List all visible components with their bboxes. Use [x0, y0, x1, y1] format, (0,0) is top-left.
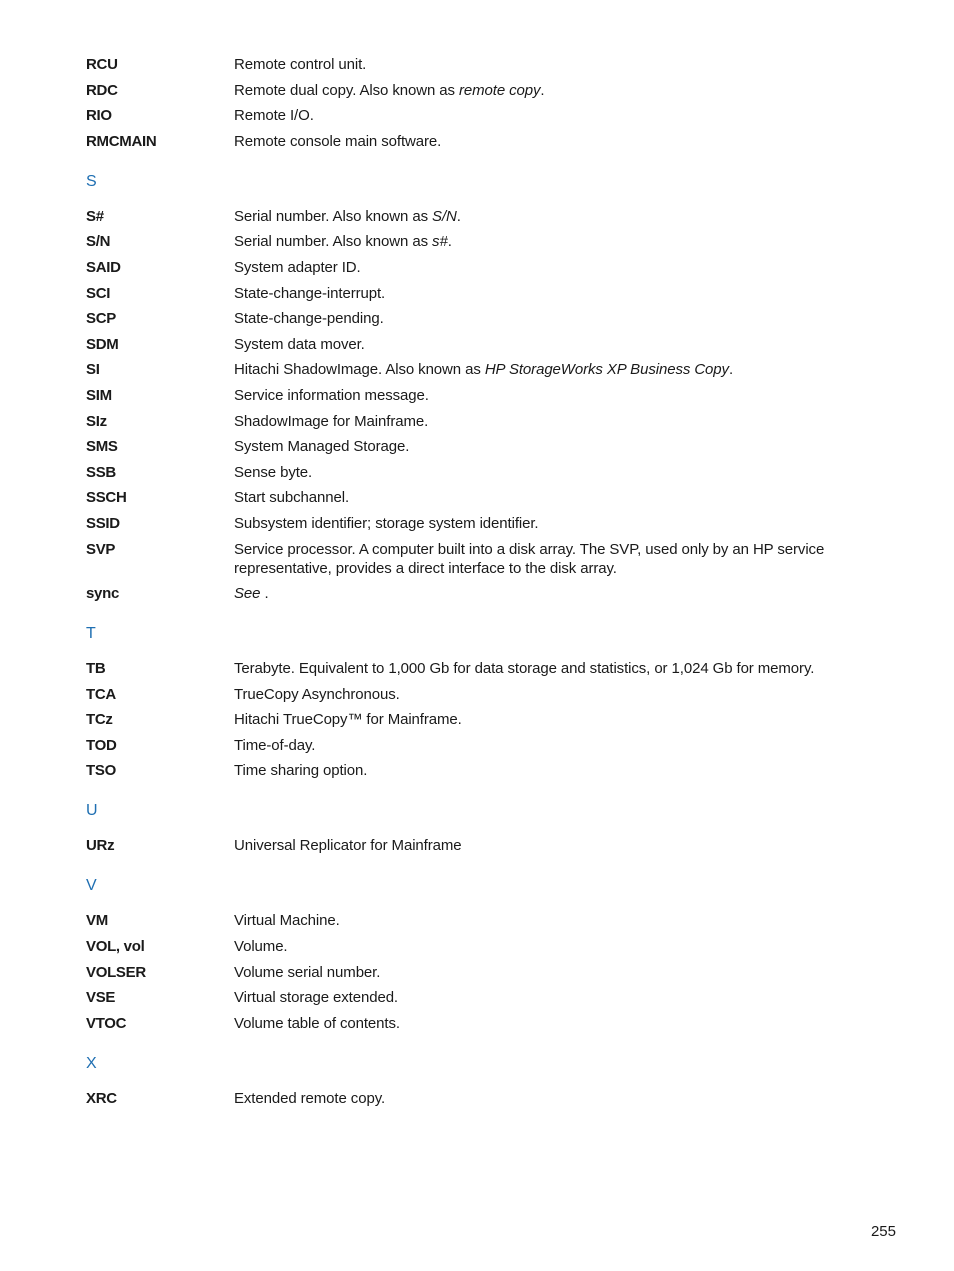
glossary-entry	[86, 258, 866, 277]
page-number: 255	[870, 1223, 896, 1240]
glossary-entry	[86, 232, 866, 251]
definition-text: TrueCopy Asynchronous.	[234, 685, 400, 703]
glossary-definition	[234, 584, 866, 603]
definition-text: Virtual storage extended.	[234, 989, 399, 1007]
definition-text: Subsystem identifier; storage system identifier.	[234, 514, 539, 532]
definition-text: State-change-interrupt.	[234, 284, 386, 302]
glossary-definition	[234, 911, 866, 930]
glossary-definition	[234, 685, 866, 704]
glossary-term: VTOC	[86, 1014, 127, 1032]
glossary-term: VM	[86, 912, 108, 930]
glossary-term: VOL, vol	[86, 938, 145, 956]
glossary-entry	[86, 412, 866, 431]
definition-text: System adapter ID.	[234, 258, 361, 276]
definition-text: Time-of-day.	[234, 736, 316, 754]
glossary-term: SIM	[86, 386, 112, 404]
definition-text: Terabyte. Equivalent to 1,000 Gb for data storage and statistics, or 1,024 Gb for memory.	[234, 660, 815, 678]
glossary-entry	[86, 1014, 866, 1033]
glossary-definition	[234, 1014, 866, 1033]
glossary-term: sync	[86, 585, 119, 603]
definition-text: .	[540, 81, 545, 99]
glossary-group	[86, 802, 866, 855]
definition-text: .	[728, 361, 734, 379]
definition-text: Volume table of contents.	[234, 1014, 400, 1032]
glossary-entry	[86, 963, 866, 982]
glossary-entry	[86, 335, 866, 354]
glossary-term: SSID	[86, 514, 120, 532]
definition-text: Hitachi ShadowImage. Also known as	[234, 361, 485, 379]
definition-text: Sense byte.	[234, 463, 313, 481]
glossary-term: VSE	[86, 989, 116, 1007]
glossary-entry	[86, 488, 866, 507]
glossary-entry	[86, 540, 866, 578]
definition-text: Service processor. A computer built into a disk array. The SVP, used only by an HP service representative, provides a direct interface to the disk array.	[234, 540, 825, 577]
glossary-group	[86, 55, 866, 151]
definition-text: Start subchannel.	[234, 489, 350, 507]
section-letter-heading: T	[86, 625, 96, 643]
section-letter-heading: X	[86, 1054, 97, 1072]
glossary-term: SCI	[86, 284, 111, 302]
definition-text: Hitachi TrueCopy™ for Mainframe.	[234, 711, 462, 729]
glossary-entry	[86, 761, 866, 780]
glossary-definition	[234, 463, 866, 482]
glossary-definition	[234, 1089, 866, 1108]
definition-text: Volume serial number.	[234, 963, 381, 981]
definition-text: System data mover.	[234, 335, 365, 353]
glossary-entry	[86, 437, 866, 456]
glossary-entry	[86, 937, 866, 956]
glossary-term: SI	[86, 361, 100, 379]
definition-text: .	[260, 585, 269, 603]
glossary-definition	[234, 710, 866, 729]
glossary-entry	[86, 386, 866, 405]
definition-text: State-change-pending.	[234, 310, 384, 328]
glossary-term: S#	[86, 207, 104, 225]
glossary-entry	[86, 584, 866, 603]
glossary-entry	[86, 360, 866, 379]
definition-emphasis: HP StorageWorks XP Business Copy	[484, 361, 729, 379]
glossary-term: SVP	[86, 540, 116, 558]
glossary-definition	[234, 258, 866, 277]
glossary-entry	[86, 463, 866, 482]
glossary-term: VOLSER	[86, 963, 146, 981]
glossary-definition	[234, 736, 866, 755]
glossary-definition	[234, 514, 866, 533]
glossary-definition	[234, 207, 866, 226]
glossary-term: SIz	[86, 412, 107, 430]
glossary-entry	[86, 81, 866, 100]
glossary-term: SCP	[86, 310, 116, 328]
definition-emphasis: S/N	[432, 207, 457, 225]
glossary-term: RCU	[86, 56, 118, 73]
definition-text: System Managed Storage.	[234, 438, 410, 456]
glossary-entry	[86, 514, 866, 533]
glossary-term: URz	[86, 837, 115, 855]
definition-emphasis: See	[234, 585, 261, 603]
glossary-term: SDM	[86, 335, 119, 353]
glossary-entry	[86, 106, 866, 125]
glossary-term: SAID	[86, 258, 121, 276]
definition-text: Remote I/O.	[234, 107, 314, 125]
glossary-definition	[234, 488, 866, 507]
glossary-term: SMS	[86, 438, 118, 456]
definition-text: Remote dual copy. Also known as	[234, 81, 459, 99]
section-letter-heading: U	[86, 802, 98, 820]
glossary-definition	[234, 659, 866, 678]
glossary-list	[86, 55, 866, 1114]
definition-text: Time sharing option.	[234, 762, 368, 780]
glossary-entry	[86, 659, 866, 678]
glossary-term: SSCH	[86, 489, 127, 507]
definition-text: .	[447, 233, 452, 251]
glossary-definition	[234, 836, 866, 855]
glossary-group	[86, 625, 866, 780]
glossary-term: SSB	[86, 463, 116, 481]
definition-emphasis: s#	[432, 233, 448, 251]
glossary-definition	[234, 386, 866, 405]
glossary-group	[86, 173, 866, 603]
glossary-definition	[234, 761, 866, 780]
glossary-definition	[234, 988, 866, 1007]
definition-text: Service information message.	[234, 386, 429, 404]
glossary-entry	[86, 911, 866, 930]
glossary-term: S/N	[86, 233, 111, 251]
glossary-term: TSO	[86, 762, 116, 780]
glossary-definition	[234, 132, 866, 151]
glossary-entry	[86, 836, 866, 855]
definition-text: .	[456, 207, 461, 225]
glossary-definition	[234, 81, 866, 100]
section-letter-heading: V	[86, 877, 97, 895]
glossary-definition	[234, 412, 866, 431]
glossary-definition	[234, 309, 866, 328]
glossary-term: RMCMAIN	[86, 132, 157, 150]
glossary-definition	[234, 937, 866, 956]
glossary-term: TCz	[86, 711, 113, 729]
glossary-term: TB	[86, 660, 106, 678]
glossary-entry	[86, 988, 866, 1007]
definition-text: ShadowImage for Mainframe.	[234, 412, 429, 430]
glossary-definition	[234, 360, 866, 379]
glossary-term: TOD	[86, 736, 117, 754]
definition-text: Virtual Machine.	[234, 912, 340, 930]
glossary-entry	[86, 132, 866, 151]
definition-text: Remote console main software.	[234, 132, 442, 150]
glossary-term: RIO	[86, 107, 112, 125]
glossary-definition	[234, 963, 866, 982]
definition-text: Remote control unit.	[234, 56, 367, 73]
glossary-definition	[234, 335, 866, 354]
definition-text: Universal Replicator for Mainframe	[234, 837, 462, 855]
glossary-term: RDC	[86, 81, 118, 99]
glossary-definition	[234, 437, 866, 456]
glossary-entry	[86, 710, 866, 729]
definition-text: Serial number. Also known as	[234, 207, 433, 225]
glossary-group	[86, 877, 866, 1032]
glossary-term: XRC	[86, 1089, 117, 1107]
glossary-entry	[86, 55, 866, 74]
glossary-entry	[86, 309, 866, 328]
definition-emphasis: remote copy	[458, 81, 541, 99]
glossary-entry	[86, 284, 866, 303]
definition-text: Volume.	[234, 938, 288, 956]
glossary-definition	[234, 106, 866, 125]
definition-text: Serial number. Also known as	[234, 233, 433, 251]
glossary-definition	[234, 55, 866, 74]
glossary-definition	[234, 232, 866, 251]
glossary-entry	[86, 736, 866, 755]
definition-text: Extended remote copy.	[234, 1089, 386, 1107]
glossary-entry	[86, 685, 866, 704]
glossary-entry	[86, 1089, 866, 1108]
glossary-entry	[86, 207, 866, 226]
glossary-term: TCA	[86, 685, 116, 703]
glossary-group	[86, 1055, 866, 1108]
glossary-definition	[234, 284, 866, 303]
glossary-definition	[234, 540, 866, 578]
section-letter-heading: S	[86, 172, 97, 190]
